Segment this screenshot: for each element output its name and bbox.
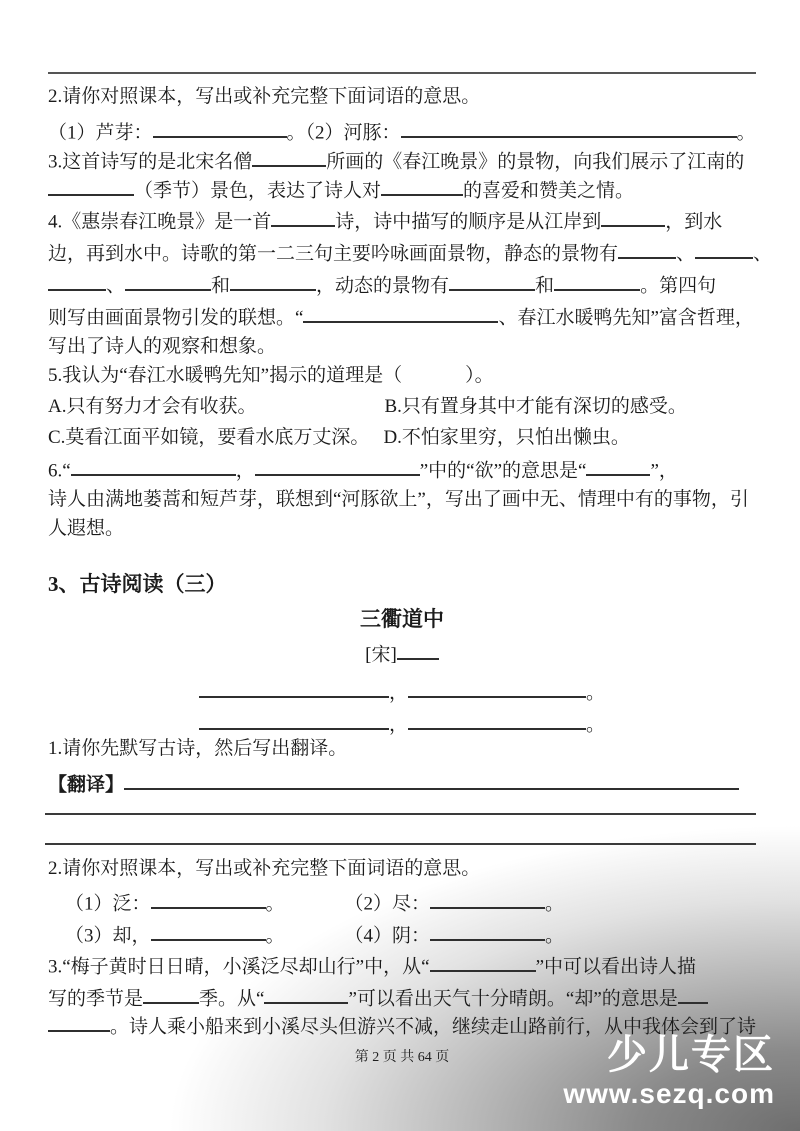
q4-text-k: 。第四句 [640,275,717,297]
blank-underline [255,455,420,476]
blank-underline [271,206,335,227]
q3-text-c: （季节）景色，表达了诗人对 [134,180,382,202]
s2-q3-text-f: 。诗人乘小船来到小溪尽头但游兴不减，继续走山路前行，从中我体会到了诗 [110,1016,757,1038]
blank-underline [151,888,266,909]
q5-options-cd-line [48,425,756,451]
blank-underline [264,983,348,1004]
q4-text-e: 、 [676,243,696,265]
q3-text-a: 3.这首诗写的是北宋名僧 [48,151,253,173]
q4-text-d: 边，再到水中。诗歌的第一二三句主要吟咏画面景物，静态的景物有 [48,243,619,265]
blank-underline [618,238,676,259]
q6-text-b: ”中的“欲”的意思是“ [419,460,587,482]
q4-text-h: 和 [211,275,231,297]
q4-text-j: 和 [535,275,555,297]
q5-options-ab-line [48,394,756,420]
item-gap [285,908,345,909]
blank-underline [401,117,737,138]
s2-q2-item3-label: （3）却， [65,925,151,947]
writing-line [45,813,756,815]
s2-q3-text-b: ”中可以看出诗人描 [535,956,696,978]
s2-q2-intro-text: 2.请你对照课本，写出或补充完整下面词语的意思。 [48,858,481,879]
translate-label: 【翻译】 [48,774,125,796]
blank-underline [430,888,545,909]
blank-underline [252,146,326,167]
blank-underline [397,639,439,660]
q4-line-3 [48,270,756,299]
s2-q1-text: 1.请你先默写古诗，然后写出翻译。 [48,738,348,759]
q5-stem-line [48,363,756,389]
blank-underline [449,270,535,291]
poem-period: 。 [586,714,606,736]
top-divider-line [48,72,756,74]
q6-line-2 [48,487,756,513]
blank-underline [678,983,708,1004]
s2-q3-text-a: 3.“梅子黄时日日晴，小溪泛尽却山行”中，从“ [48,956,430,978]
s2-q3-text-e: ”可以看出天气十分晴朗。“却”的意思是 [348,988,678,1010]
q3-text-b: 所画的《春江晚景》的景物，向我们展示了江南的 [326,151,745,173]
poem-title-line [48,606,756,632]
section-heading [48,571,756,597]
blank-underline [143,983,199,1004]
s2-q2-items-12-line [65,888,773,917]
s2-q3-text-c: 写的季节是 [48,988,144,1010]
blank-underline [48,175,134,196]
blank-underline [381,175,463,196]
q6-text-c: ”， [650,460,678,482]
s2-q2-item2-label: （2）尽： [344,893,431,915]
q5-option-b: B.只有置身其中才能有深切的感受。 [384,396,687,417]
blank-underline [695,238,753,259]
q5-option-d: D.不怕家里穷，只怕出懒虫。 [383,427,630,448]
blank-underline [430,920,545,941]
q4-line-2 [48,238,773,267]
poem-title: 三衢道中 [360,607,444,631]
q6-text-e: 人遐想。 [48,518,125,539]
q4-text-g: 、 [106,275,126,297]
blank-underline [303,302,498,323]
blank-underline [430,951,536,972]
watermark-url: www.sezq.com [563,1078,775,1109]
blank-underline [199,677,389,698]
s2-q3-line-2 [48,983,756,1012]
q2-intro-line [48,84,756,110]
s2-q2-items-34-line [65,920,773,949]
poem-blank-line-1 [48,677,756,706]
period: 。 [545,925,565,947]
period: 。 [265,925,285,947]
blank-underline [554,270,640,291]
q3-line-1 [48,146,756,175]
period: 。 [265,893,285,915]
poem-blank-line-2 [48,709,756,738]
q6-comma: ， [235,460,255,482]
q4-text-l: 则写由画面景物引发的联想。“ [48,307,304,329]
q4-text-f: 、 [753,243,773,265]
item-gap [285,940,345,941]
blank-underline [48,1011,110,1032]
writing-line [45,843,756,845]
q6-text-a: 6.“ [48,460,71,482]
q4-text-i: ，动态的景物有 [316,275,450,297]
s2-q2-intro-line [48,856,756,882]
blank-underline [151,920,266,941]
s2-q3-line-1 [48,951,756,980]
q4-text-n: 写出了诗人的观察和想象。 [48,336,277,357]
q5-stem-end: ）。 [465,365,494,386]
q6-line-3 [48,516,756,542]
blank-underline [601,206,665,227]
q2-intro-text: 2.请你对照课本，写出或补充完整下面词语的意思。 [48,86,481,107]
blank-underline [71,455,236,476]
translate-line [48,769,756,798]
s2-q3-text-d: 季。从“ [199,988,265,1010]
q2-period: 。 [736,122,756,144]
blank-underline [48,270,106,291]
q2-word-meaning-line [48,117,756,146]
q4-text-b: 诗，诗中描写的顺序是从江岸到 [335,211,602,233]
q6-text-d: 诗人由满地蒌蒿和短芦芽，联想到“河豚欲上”，写出了画中无、情理中有的事物，引 [48,489,749,510]
page-number-text: 第 2 页 共 64 页 [354,1050,450,1065]
blank-underline [586,455,650,476]
blank-underline [408,709,586,730]
q2-item1-label: （1）芦芽： [48,122,153,144]
q4-line-5 [48,334,756,360]
q2-item2-label: 。（2）河豚： [286,122,401,144]
blank-underline [408,677,586,698]
section-heading-text: 3、古诗阅读（三） [48,572,227,596]
blank-underline [125,270,211,291]
q3-line-2 [48,175,756,204]
poem-comma: ， [388,714,408,736]
watermark [563,1035,775,1108]
q4-text-c: ，到水 [665,211,723,233]
q4-text-m: 、春江水暖鸭先知”富含哲理， [498,307,754,329]
poem-dynasty: [宋] [365,644,397,666]
poem-author-line [48,639,756,668]
option-gap [256,411,384,412]
q3-text-d: 的喜爱和赞美之情。 [463,180,635,202]
q4-line-1 [48,206,756,235]
q6-line-1 [48,455,756,484]
q4-line-4 [48,302,756,331]
q4-text-a: 4.《惠崇春江晚景》是一首 [48,211,272,233]
q5-stem-text: 5.我认为“春江水暖鸭先知”揭示的道理是（ [48,365,403,386]
watermark-brand: 少儿专区 [607,1033,775,1077]
blank-underline [199,709,389,730]
q5-option-c: C.莫看江面平如镜，要看水底万丈深。 [48,427,370,448]
blank-underline [124,769,739,790]
q5-option-a: A.只有努力才会有收获。 [48,396,257,417]
period: 。 [545,893,565,915]
answer-gap [402,380,465,381]
poem-comma: ， [388,682,408,704]
s2-q2-item1-label: （1）泛： [65,893,151,915]
s2-q1-line [48,736,756,762]
s2-q2-item4-label: （4）阴： [344,925,431,947]
poem-period: 。 [586,682,606,704]
option-gap [369,442,383,443]
blank-underline [153,117,287,138]
blank-underline [230,270,316,291]
